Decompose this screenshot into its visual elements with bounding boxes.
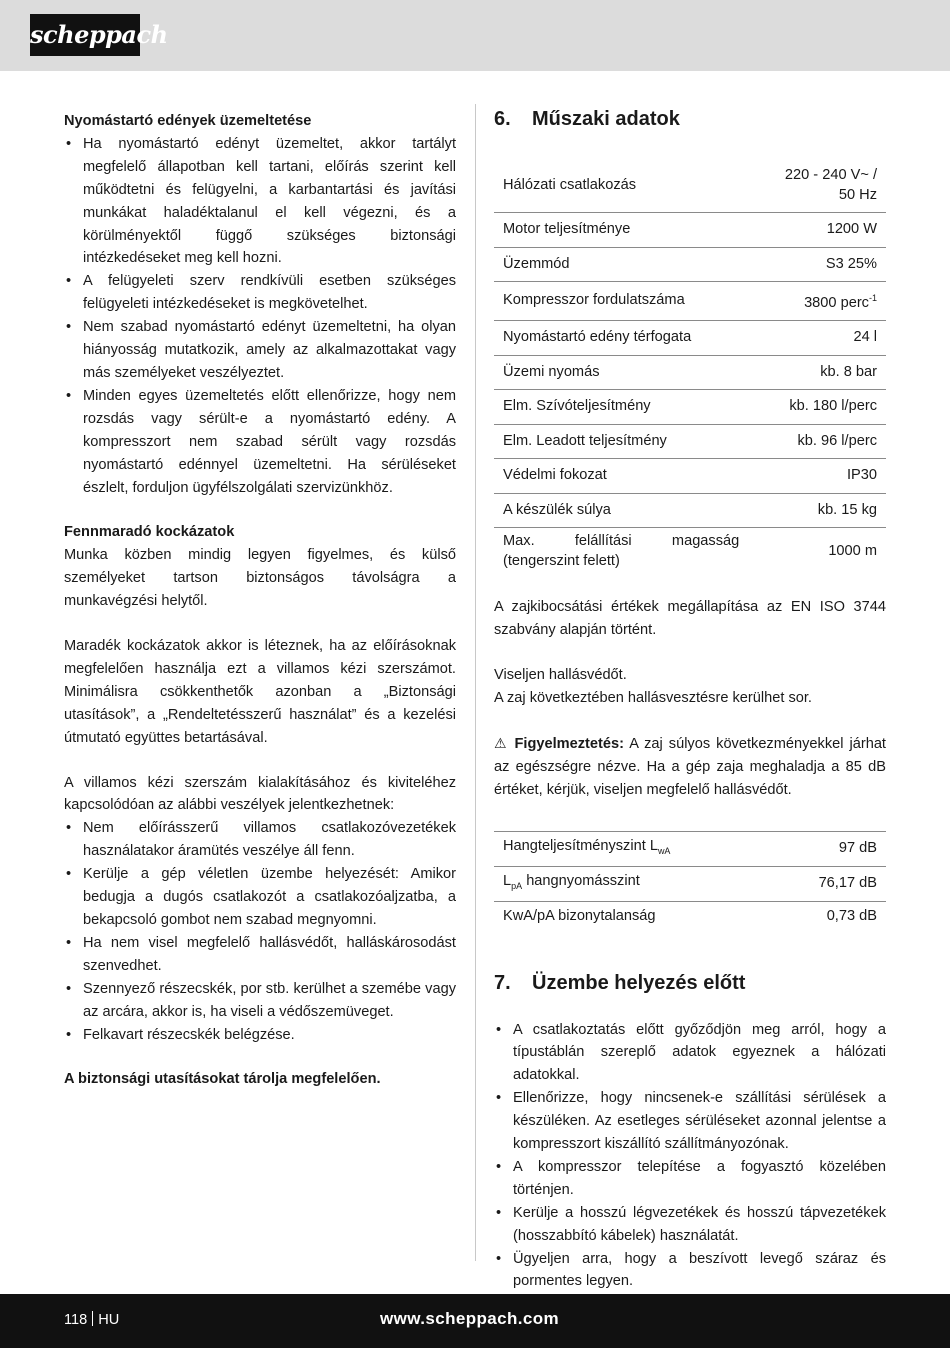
section-7-title	[494, 969, 886, 997]
list-item: • Nem előírásszerű villamos csatlakozóvezetékek használatakor áramütés veszélye áll fenn.	[64, 817, 456, 863]
spec-value: 1000 m	[828, 543, 877, 560]
noise-label-subscript: wA	[657, 845, 671, 856]
noise-values-table	[494, 831, 886, 931]
list-item: • Minden egyes üzemeltetés előtt ellenőrizze, hogy nem rozsdás vagy sérült-e a nyomástartó edény. A kompresszort nem szabad sérült vagy rozsdás nyomástartó edénnyel üzemeltetni. Ha sérüléseket észlelt, forduljon ügyfélszolgálati szervizünkhöz.	[64, 385, 456, 500]
residual-paragraph-2: Maradék kockázatok akkor is léteznek, ha az előírásoknak megfelelően használja ezt a villamos kézi szerszámot. Minimálisra csökkenthetők azonban a „Biztonsági utasítások”, a „Rendeltetésszerű használat” és a kezelési útmutató együttes betartásával.	[64, 638, 456, 746]
list-item: • A csatlakoztatás előtt győződjön meg arról, hogy a típustáblán szereplő adatok egyeznek a hálózati adatokkal.	[494, 1019, 886, 1088]
residual-paragraph-3: A villamos kézi szerszám kialakításához és kiviteléhez kapcsolódóan az alábbi veszélyek jelentkezhetnek:	[64, 774, 456, 814]
table-row	[494, 901, 886, 931]
right-column	[494, 105, 886, 1293]
table-row	[494, 866, 886, 901]
left-column	[64, 110, 456, 1091]
noise-label-text: Hangteljesítményszint L	[503, 837, 658, 854]
noise-value: 76,17 dB	[772, 866, 886, 901]
list-item: • Kerülje a gép véletlen üzembe helyezését: Amikor bedugja a dugós csatlakozót a csatlakozóaljzatba, a bekapcsoló gombot nem szabad megnyomni.	[64, 863, 456, 932]
spec-label: Elm. Leadott teljesítmény	[494, 424, 748, 459]
page-indicator	[64, 1311, 119, 1328]
section-number: 6.	[494, 108, 511, 130]
noise-value: 97 dB	[772, 831, 886, 866]
column-divider	[475, 104, 476, 1261]
noise-label: KwA/pA bizonytalanság	[503, 907, 656, 924]
list-item: • Felkavart részecskék belégzése.	[64, 1024, 456, 1047]
website-link[interactable]: www.scheppach.com	[380, 1309, 560, 1328]
header-band	[0, 0, 950, 71]
spec-label: Üzemi nyomás	[494, 355, 748, 390]
spec-label: Védelmi fokozat	[494, 459, 748, 494]
table-row	[494, 831, 886, 866]
hazard-list	[64, 817, 456, 1046]
spec-label: Üzemmód	[494, 247, 748, 282]
spec-label: Elm. Szívóteljesítmény	[494, 390, 748, 425]
noise-label-text: L	[503, 872, 512, 889]
list-item: • A felügyeleti szerv rendkívüli esetben szükséges felügyeleti intézkedéseket is megkövetelhet.	[64, 270, 456, 316]
brand-logo: scheppach	[30, 14, 140, 56]
list-item: • A kompresszor telepítése a fogyasztó közelében történjen.	[494, 1156, 886, 1202]
technical-data-table	[494, 159, 886, 575]
spec-label: A készülék súlya	[494, 493, 748, 528]
hearing-protection-advice: Viseljen hallásvédőt.	[494, 667, 627, 684]
spec-value-superscript: -1	[868, 293, 877, 303]
section-6-title	[494, 105, 886, 133]
table-row	[494, 247, 886, 282]
noise-label	[494, 831, 772, 866]
spec-value: kb. 180 l/perc	[748, 390, 886, 425]
noise-label-subscript: pA	[511, 880, 523, 891]
table-row	[494, 459, 886, 494]
hearing-loss-warning: A zaj következtében hallásvesztésre kerülhet sor.	[494, 690, 812, 707]
noise-measurement-note: A zajkibocsátási értékek megállapítása az EN ISO 3744 szabvány alapján történt.	[494, 599, 886, 639]
noise-label-suffix: hangnyomásszint	[522, 872, 640, 889]
store-instructions-note: A biztonsági utasításokat tárolja megfelelően.	[64, 1071, 381, 1088]
language-code: HU	[98, 1312, 120, 1328]
list-item: • Ha nyomástartó edényt üzemeltet, akkor tartályt megfelelő állapotban kell tartani, előírás szerint kell működtetni és felügyelni, a karbantartási és javítási munkákat haladéktalanul el kell végezni, és a körülményektől függő szükséges biztonsági intézkedéseket meg kell hozni.	[64, 133, 456, 270]
spec-value	[748, 282, 886, 321]
section-title-text: Üzembe helyezés előtt	[532, 971, 746, 994]
spec-value: kb. 96 l/perc	[748, 424, 886, 459]
table-row	[494, 213, 886, 248]
residual-risks-heading: Fennmaradó kockázatok	[64, 524, 235, 541]
spec-label: Max. felállítási magasság (tengerszint felett)	[503, 533, 740, 569]
spec-value-text: 3800 perc	[804, 294, 869, 311]
section-title-text: Műszaki adatok	[532, 108, 680, 130]
noise-warning	[494, 732, 886, 802]
spec-value: 220 - 240 V~ / 50 Hz	[748, 159, 886, 213]
noise-label	[494, 866, 772, 901]
setup-checklist	[494, 1019, 886, 1294]
warning-label: Figyelmeztetés:	[514, 735, 624, 752]
table-row	[494, 493, 886, 528]
table-row	[494, 321, 886, 356]
spec-value: kb. 15 kg	[748, 493, 886, 528]
list-item: • Szennyező részecskék, por stb. kerülhet a szemébe vagy az arcára, akkor is, ha viseli a védőszemüveget.	[64, 978, 456, 1024]
footer-separator	[92, 1311, 93, 1326]
spec-value: 24 l	[748, 321, 886, 356]
spec-label: Kompresszor fordulatszáma	[494, 282, 748, 321]
noise-value: 0,73 dB	[826, 907, 877, 924]
table-row	[494, 355, 886, 390]
spec-value: IP30	[748, 459, 886, 494]
footer-bar	[0, 1294, 950, 1348]
spec-label: Motor teljesítménye	[494, 213, 748, 248]
table-row	[494, 282, 886, 321]
list-item: • Nem szabad nyomástartó edényt üzemeltetni, ha olyan hiányosság mutatkozik, amely az alkalmazottakat vagy más személyeket veszélyeztet.	[64, 316, 456, 385]
warning-text: A zaj súlyos következményekkel járhat az egészségre nézve. Ha a gép zaja meghaladja a 85 dB értéket, kérjük, viseljen megfelelő hallásvédőt.	[494, 735, 886, 798]
list-item: • Ügyeljen arra, hogy a beszívott levegő száraz és pormentes legyen.	[494, 1248, 886, 1294]
warning-triangle-icon: ⚠	[494, 734, 509, 751]
table-row	[494, 159, 886, 213]
table-row	[494, 390, 886, 425]
section-number: 7.	[494, 971, 511, 994]
table-row	[494, 528, 886, 576]
spec-value: 1200 W	[748, 213, 886, 248]
spec-value: S3 25%	[748, 247, 886, 282]
pressure-vessel-heading: Nyomástartó edények üzemeltetése	[64, 113, 312, 129]
list-item: • Ellenőrizze, hogy nincsenek-e szállítási sérülések a készüléken. Az esetleges sérüléseket azonnal jelentse a kompresszort kiszállító szállítmányozónak.	[494, 1087, 886, 1156]
spec-value: kb. 8 bar	[748, 355, 886, 390]
residual-paragraph-1: Munka közben mindig legyen figyelmes, és külső személyeket tartson biztonságos távolságra a munkavégzési helytől.	[64, 547, 456, 610]
spec-label: Hálózati csatlakozás	[494, 159, 748, 213]
spec-label: Nyomástartó edény térfogata	[494, 321, 748, 356]
list-item: • Ha nem visel megfelelő hallásvédőt, halláskárosodást szenvedhet.	[64, 932, 456, 978]
list-item: • Kerülje a hosszú légvezetékek és hosszú tápvezetékek (hosszabbító kábelek) használatát.	[494, 1202, 886, 1248]
table-row	[494, 424, 886, 459]
pressure-vessel-list	[64, 133, 456, 500]
page-number: 118	[64, 1312, 88, 1328]
